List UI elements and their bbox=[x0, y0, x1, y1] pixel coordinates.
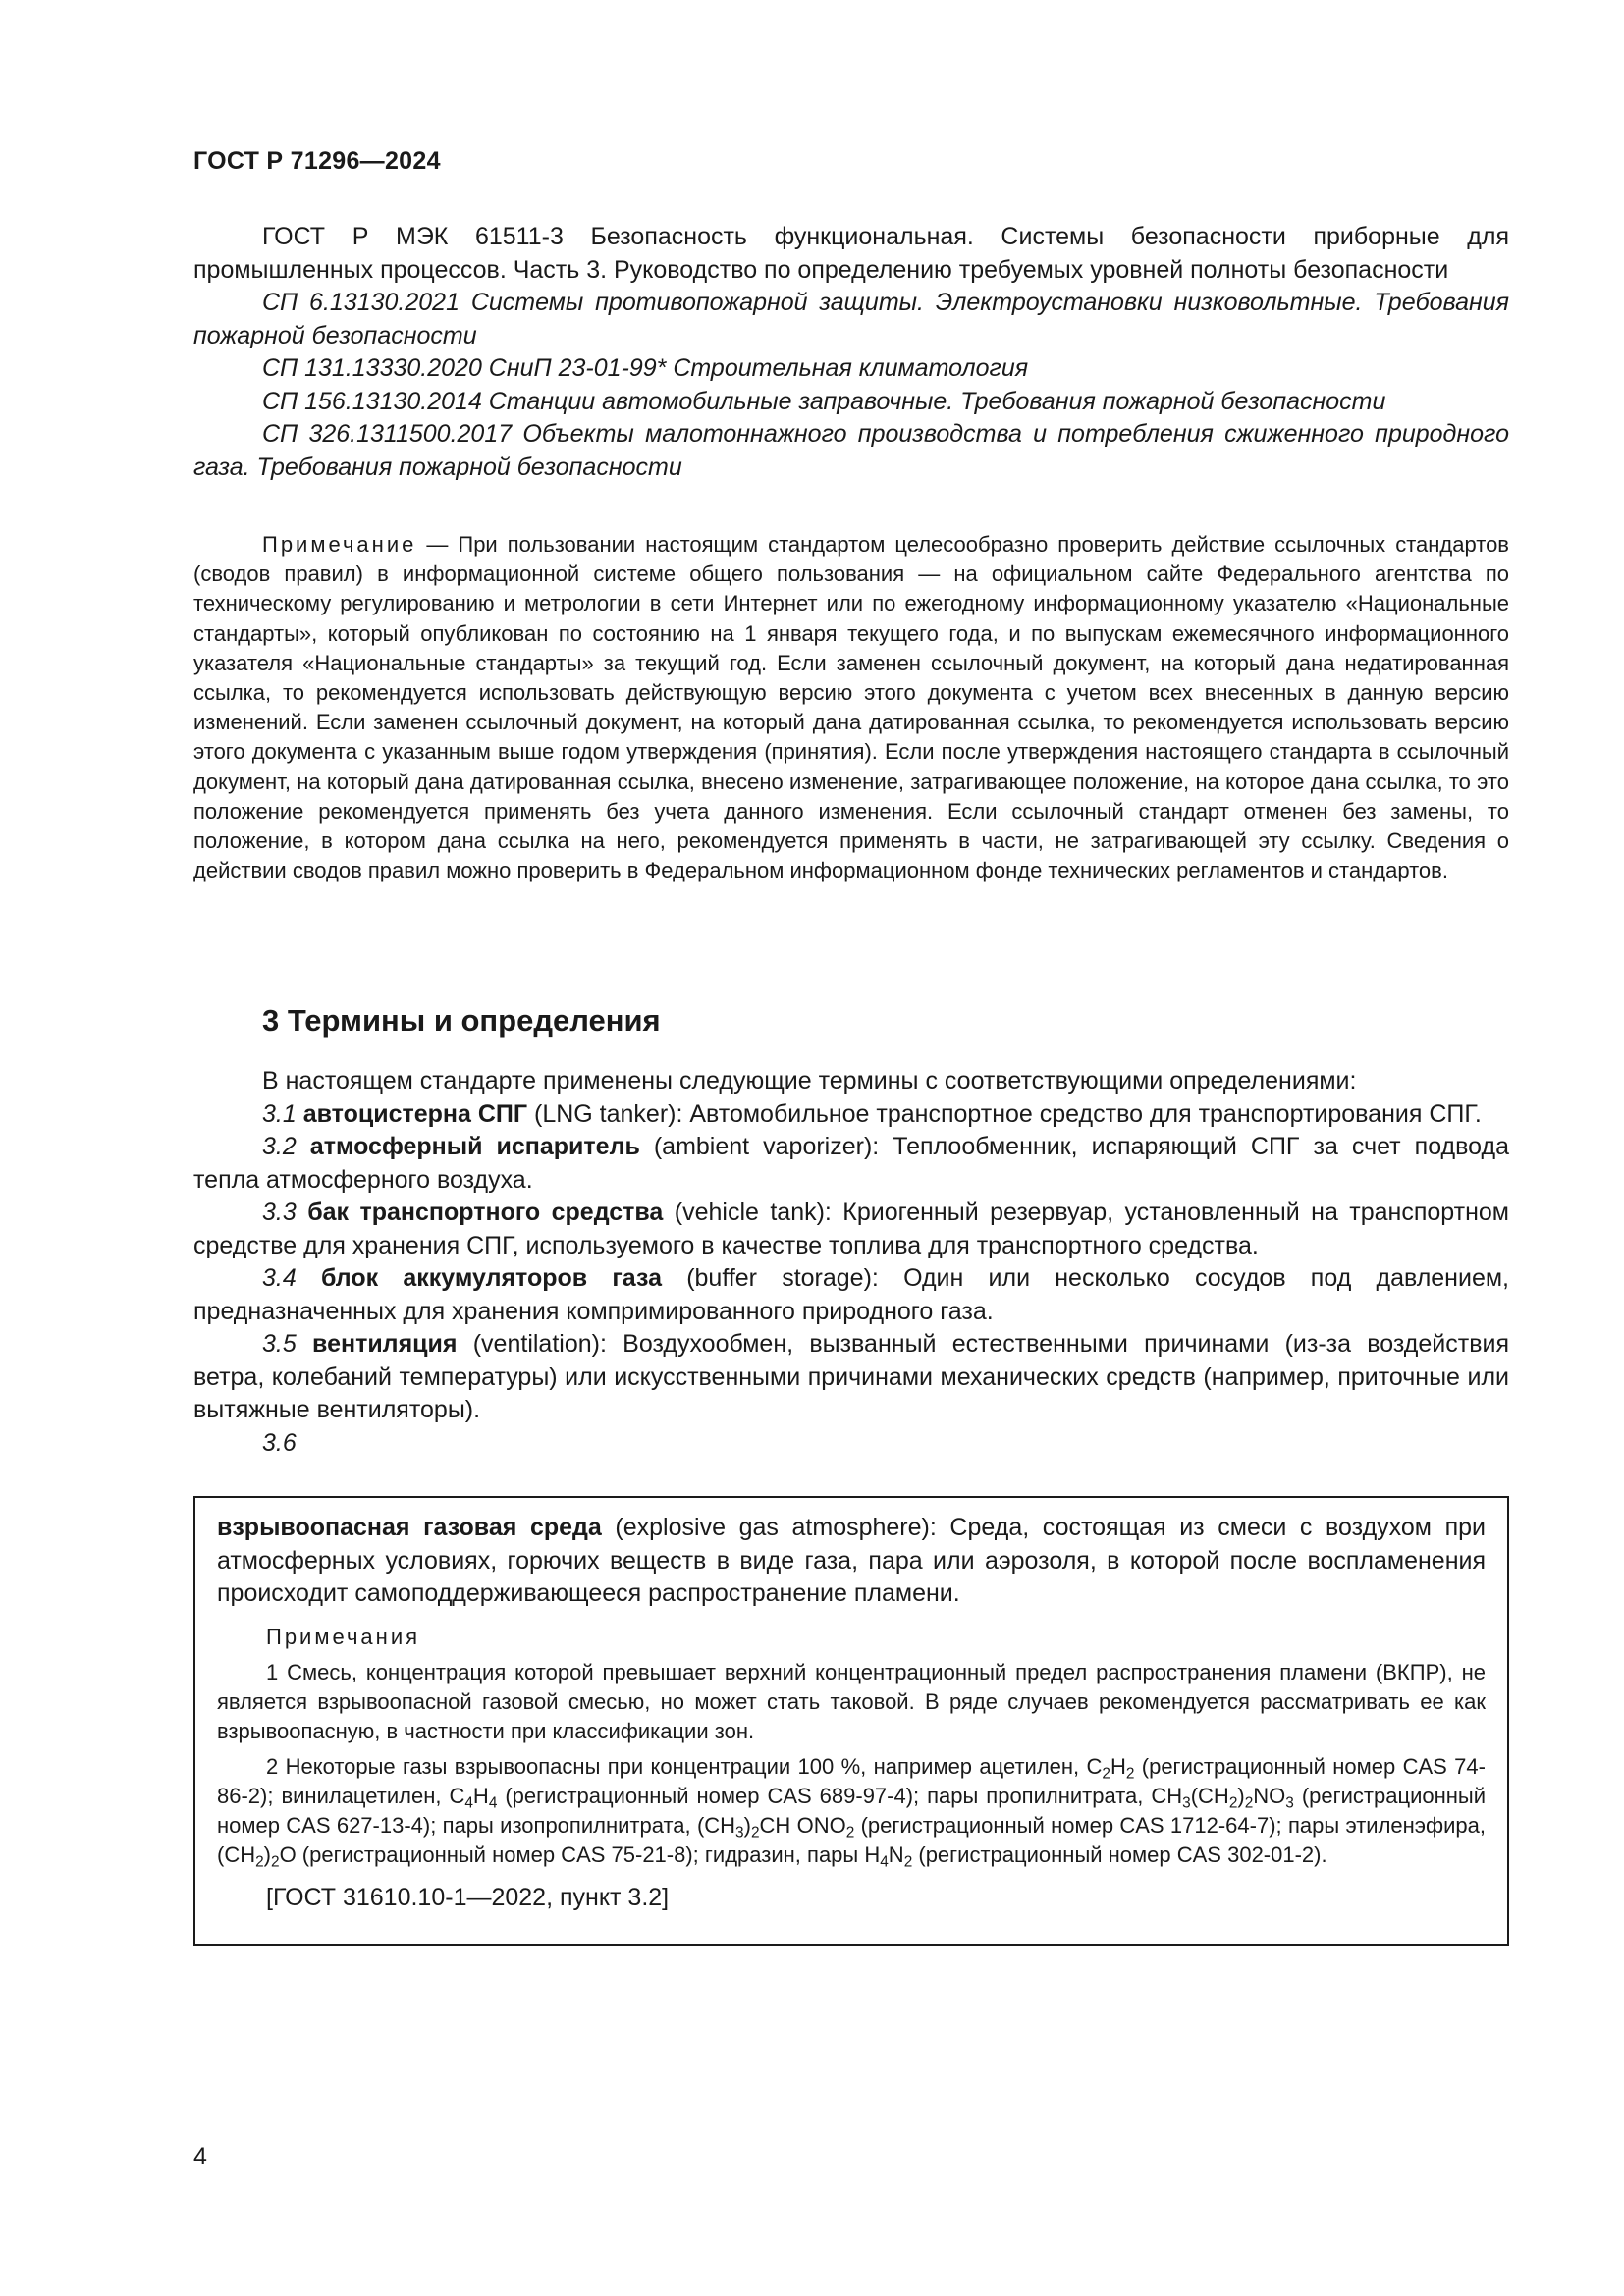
section-intro: В настоящем стандарте применены следующие термины с соответствующими определениями: bbox=[262, 1067, 1357, 1095]
reference-note bbox=[193, 530, 1509, 885]
term-name: атмосферный испаритель bbox=[309, 1133, 640, 1160]
term-name: взрывоопасная газовая среда bbox=[217, 1514, 602, 1541]
notes-label: Примечания bbox=[266, 1624, 421, 1649]
term-number: 3.5 bbox=[262, 1330, 297, 1358]
page-number: 4 bbox=[193, 2143, 207, 2170]
reference-item: СП 156.13130.2014 Станции автомобильные заправочные. Требования пожарной безопасности bbox=[262, 387, 1386, 415]
term-entry bbox=[193, 1262, 1509, 1328]
terms-list bbox=[193, 1065, 1509, 1460]
reference-item: ГОСТ Р МЭК 61511-3 Безопасность функциональная. Системы безопасности приборные для промышленных процессов. Часть 3. Руководство по определению требуемых уровней полноты безопасности bbox=[193, 223, 1509, 284]
section-title: 3 Термины и определения bbox=[262, 1003, 661, 1038]
term-name: вентиляция bbox=[312, 1330, 458, 1358]
term-name: автоцистерна СПГ bbox=[302, 1099, 528, 1128]
term-entry bbox=[193, 1427, 1509, 1461]
term-entry bbox=[193, 1098, 1509, 1132]
note-paragraph bbox=[193, 530, 1509, 885]
note-label: Примечание bbox=[262, 532, 417, 557]
reference-item: СП 131.13330.2020 СниП 23-01-99* Строительная климатология bbox=[262, 354, 1029, 382]
normative-references bbox=[193, 221, 1509, 484]
term-definition: (LNG tanker): Автомобильное транспортное средство для транспортирования СПГ. bbox=[527, 1099, 1482, 1128]
term-definition: (explosive gas atmosphere): Среда, состоящая из смеси с воздухом при атмосферных условиях, горючих веществ в виде газа, пара или аэрозоля, в которой после воспламенения происходит самоподдерживающееся распространение пламени. bbox=[217, 1514, 1487, 1607]
term-definition: (ventilation): Воздухообмен, вызванный естественными причинами (из-за воздействия ветра, колебаний температуры) или искусственными причинами механических средств (например, приточные или вытяжные вентиляторы). bbox=[193, 1330, 1510, 1423]
reference-item: СП 326.1311500.2017 Объекты малотоннажного производства и потребления сжиженного природного газа. Требования пожарной безопасности bbox=[193, 420, 1509, 481]
term-entry bbox=[217, 1512, 1486, 1611]
term-number: 3.2 bbox=[262, 1133, 297, 1160]
note-item: 1 Смесь, концентрация которой превышает верхний концентрационный предел распространения пламени (ВКПР), не является взрывоопасной газовой смесью, но может стать таковой. В ряде случаев рекомендуется рассматривать ее как взрывоопасную, в частности при классификации зон. bbox=[217, 1659, 1486, 1743]
term-number: 3.3 bbox=[262, 1199, 297, 1226]
reference-item: СП 6.13130.2021 Системы противопожарной защиты. Электроустановки низковольтные. Требования пожарной безопасности bbox=[193, 289, 1509, 349]
term-definition: (buffer storage): Один или несколько сосудов под давлением, предназначенных для хранения компримированного природного газа. bbox=[193, 1264, 1509, 1325]
term-number: 3.6 bbox=[262, 1428, 297, 1457]
term-number: 3.1 bbox=[262, 1099, 297, 1128]
note-item: 2 Некоторые газы взрывоопасны при концентрации 100 %, например ацетилен, $C_2H_2$ (регистрационный номер CAS 74-86-2); винилацетилен, $C_4H_4$ (регистрационный номер CAS 689-97-4); пары пропилнитрата, $CH_3(CH_2)_2NO_3$ (регистрационный номер CAS 627-13-4); пары изопропилнитрата, $(CH_3)_2CH$ $ONO_2$ (регистрационный номер CAS 1712-64-7); пары этиленэфира, $(CH_2)_2O$ (регистрационный номер CAS 75-21-8); гидразин, пары $H_4N_2$ (регистрационный номер CAS 302-01-2). bbox=[217, 1753, 1486, 1871]
term-definition: (ambient vaporizer): Теплообменник, испаряющий СПГ за счет подвода тепла атмосферного воздуха. bbox=[193, 1133, 1509, 1194]
term-entry bbox=[193, 1131, 1509, 1197]
quoted-term-box bbox=[193, 1496, 1509, 1946]
note-text: — При пользовании настоящим стандартом целесообразно проверить действие ссылочных стандартов (сводов правил) в информационной системе общего пользования — на официальном сайте Федерального агентства по техническому регулированию и метрологии в сети Интернет или по ежегодному информационному указателю «Национальные стандарты», который опубликован по состоянию на 1 января текущего года, и по выпускам ежемесячного информационного указателя «Национальные стандарты» за текущий год. Если заменен ссылочный документ, на который дана недатированная ссылка, то рекомендуется использовать действующую версию этого документа с учетом всех внесенных в данную версию изменений. Если заменен ссылочный документ, на который дана датированная ссылка, то рекомендуется использовать версию этого документа с указанным выше годом утверждения (принятия). Если после утверждения настоящего стандарта в ссылочный документ, на который дана датированная ссылка, внесено изменение, затрагивающее положение, на которое дана ссылка, то это положение рекомендуется применять без учета данного изменения. Если ссылочный стандарт отменен без замены, то положение, в котором дана ссылка на него, рекомендуется применять в части, не затрагивающей эту ссылку. Сведения о действии сводов правил можно проверить в Федеральном информационном фонде технических регламентов и стандартов. bbox=[193, 532, 1509, 883]
term-definition: (vehicle tank): Криогенный резервуар, установленный на транспортном средстве для хранения СПГ, используемого в качестве топлива для транспортного средства. bbox=[193, 1199, 1509, 1259]
term-name: бак транспортного средства bbox=[307, 1199, 664, 1226]
term-name: блок аккумуляторов газа bbox=[320, 1264, 662, 1292]
term-number: 3.4 bbox=[262, 1264, 297, 1292]
document-header: ГОСТ Р 71296—2024 bbox=[193, 147, 441, 175]
term-entry bbox=[193, 1197, 1509, 1262]
term-entry bbox=[193, 1328, 1509, 1427]
term-source: [ГОСТ 31610.10-1—2022, пункт 3.2] bbox=[266, 1883, 670, 1911]
